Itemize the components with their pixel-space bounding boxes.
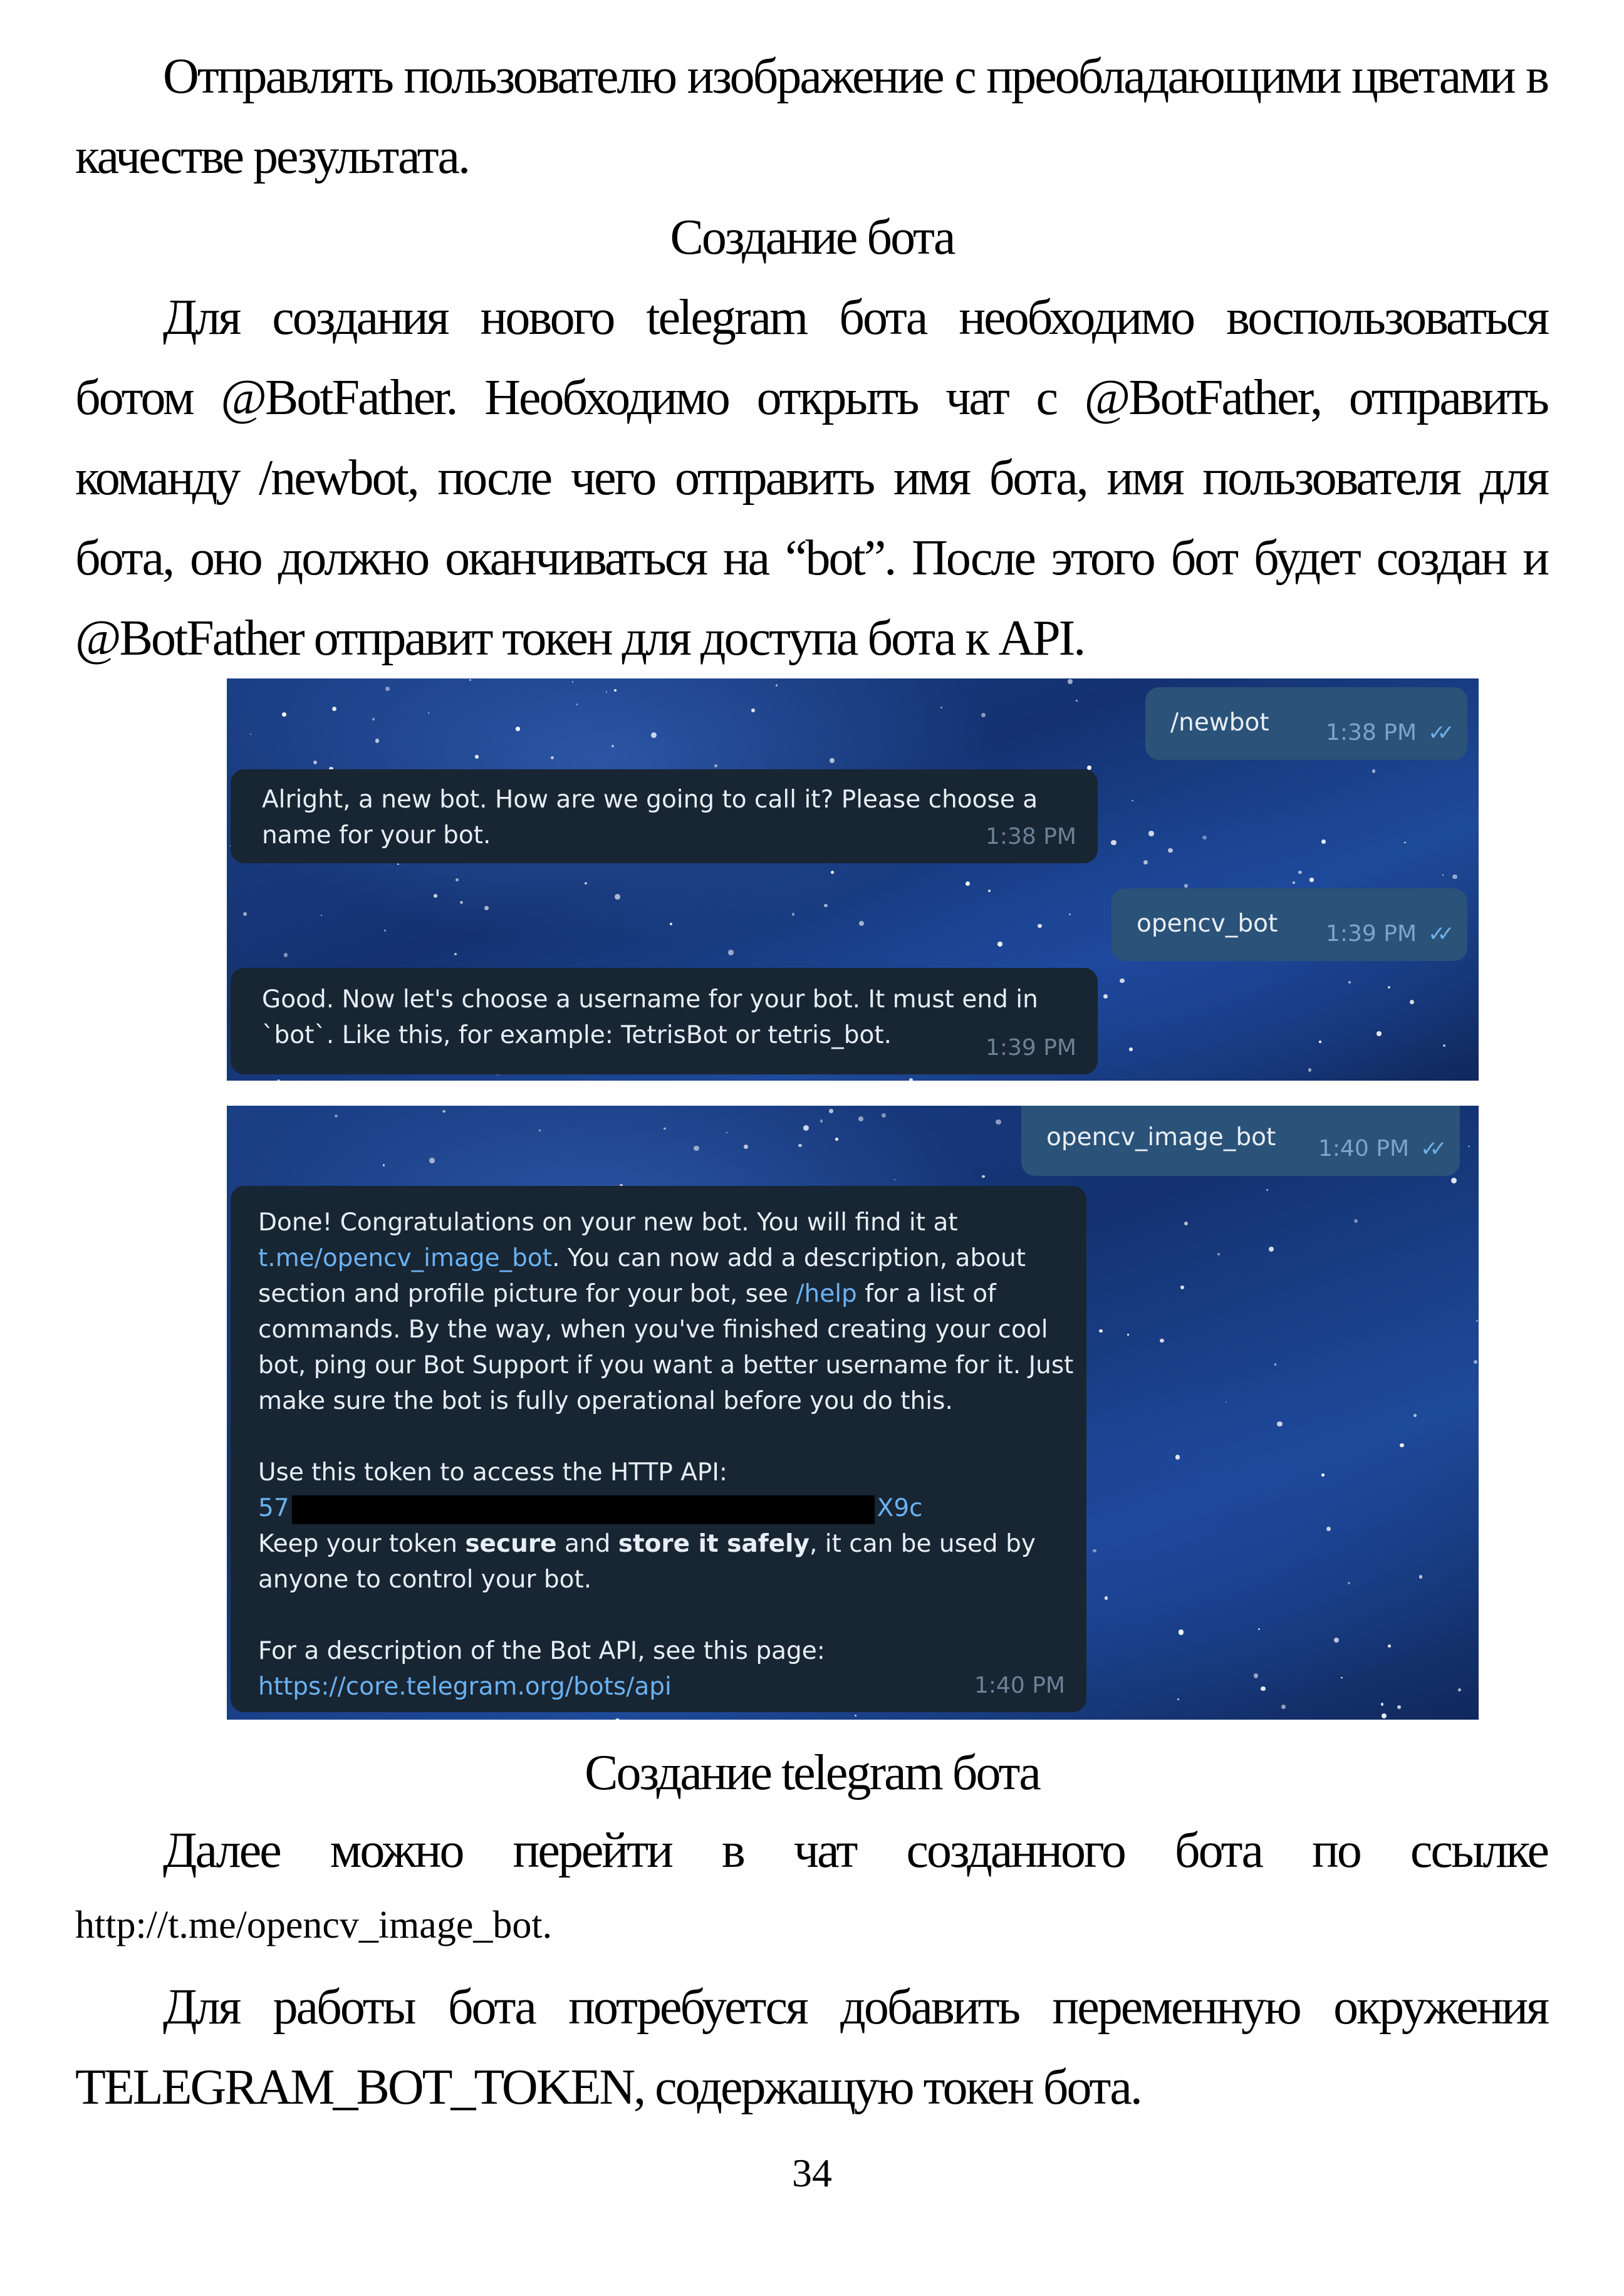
star-dot — [894, 1179, 895, 1180]
star-dot — [335, 1114, 338, 1118]
star-dot — [484, 906, 489, 910]
bot-link[interactable]: t.me/opencv_image_bot — [258, 1244, 553, 1272]
message-line — [258, 1526, 1073, 1562]
star-dot — [776, 684, 778, 687]
star-dot — [1451, 1178, 1457, 1183]
star-dot — [1261, 1686, 1265, 1691]
message-line: anyone to control your bot. — [258, 1566, 592, 1594]
star-dot — [551, 756, 554, 759]
star-dot — [792, 913, 794, 915]
star-dot — [726, 1132, 727, 1133]
text-line: Для работы бота потребуется добавить переменную окружения — [163, 1980, 1548, 2035]
time-text: 1:40 PM — [1318, 1136, 1410, 1161]
star-dot — [375, 739, 379, 742]
text-line: бота, оно должно оканчиваться на “bot”. После этого бот будет создан и — [75, 531, 1548, 586]
text-span: for a list of — [856, 1280, 996, 1308]
star-dot — [428, 712, 429, 714]
star-dot — [940, 707, 942, 709]
text-span: and — [556, 1530, 618, 1558]
star-dot — [1388, 1644, 1391, 1648]
star-dot — [1476, 1320, 1478, 1322]
star-dot — [1404, 842, 1405, 843]
double-check-icon: ✓✓ — [1420, 1136, 1439, 1161]
star-dot — [1254, 1673, 1259, 1678]
star-dot — [1410, 1000, 1415, 1005]
star-dot — [1298, 871, 1301, 874]
star-dot — [1468, 1146, 1470, 1148]
star-dot — [1148, 831, 1154, 836]
star-dot — [1105, 1596, 1108, 1600]
star-dot — [1381, 1703, 1384, 1706]
help-command-link[interactable]: /help — [796, 1280, 857, 1308]
time-text: 1:38 PM — [1325, 720, 1417, 745]
message-line: Use this token to access the HTTP API: — [258, 1458, 728, 1487]
star-dot — [397, 863, 399, 865]
star-dot — [384, 930, 386, 932]
star-dot — [321, 915, 322, 916]
star-dot — [1319, 1041, 1321, 1043]
star-dot — [284, 953, 288, 957]
blank-line — [258, 1597, 1073, 1633]
text-line: качестве результата. — [75, 129, 469, 184]
token-end: X9c — [877, 1494, 923, 1522]
message-line: make sure the bot is fully operational before you do this. — [258, 1387, 953, 1415]
message-line — [258, 1276, 1073, 1312]
incoming-message — [231, 968, 1098, 1074]
double-check-icon: ✓✓ — [1428, 720, 1446, 745]
star-dot — [434, 894, 437, 898]
star-dot — [1281, 1705, 1286, 1709]
star-dot — [997, 942, 1002, 947]
message-text: opencv_bot — [1137, 910, 1278, 938]
star-dot — [1321, 1473, 1325, 1477]
message-time: 1:38 PM — [985, 824, 1076, 849]
message-time — [1326, 715, 1446, 751]
message-text: opencv_image_bot — [1046, 1123, 1276, 1151]
star-dot — [1093, 1549, 1096, 1553]
star-dot — [243, 912, 247, 916]
star-dot — [539, 1130, 541, 1131]
redaction-bar — [292, 1495, 875, 1524]
star-dot — [858, 1116, 863, 1121]
bot-api-link[interactable]: https://core.telegram.org/bots/api — [258, 1673, 672, 1701]
star-dot — [1266, 1189, 1268, 1191]
star-dot — [728, 950, 734, 955]
star-dot — [803, 1125, 809, 1131]
star-dot — [1377, 1031, 1382, 1036]
star-dot — [1127, 1334, 1129, 1336]
star-dot — [882, 1113, 886, 1118]
star-dot — [585, 882, 587, 885]
star-dot — [1388, 986, 1390, 989]
message-time: 1:39 PM — [985, 1035, 1076, 1061]
text-line: Для создания нового telegram бота необходимо воспользоваться — [163, 290, 1548, 345]
message-line: Done! Congratulations on your new bot. You will find it at — [258, 1208, 958, 1237]
star-dot — [1341, 1677, 1342, 1678]
star-dot — [442, 1110, 445, 1113]
paragraph-bot-creation — [75, 278, 1548, 678]
star-dot — [859, 921, 864, 926]
star-dot — [1177, 1698, 1179, 1700]
star-dot — [1143, 860, 1148, 865]
star-dot — [614, 689, 617, 692]
paragraph-env-var — [75, 1967, 1548, 2127]
star-dot — [475, 755, 479, 759]
star-dot — [383, 1164, 385, 1166]
star-dot — [1274, 1363, 1276, 1365]
star-dot — [751, 709, 755, 712]
star-dot — [615, 894, 620, 900]
star-dot — [612, 745, 614, 747]
star-dot — [996, 1119, 1001, 1125]
paragraph-intro — [75, 36, 1548, 197]
star-dot — [1400, 1443, 1404, 1448]
star-dot — [469, 679, 471, 681]
star-dot — [1269, 1247, 1274, 1252]
star-dot — [1419, 1575, 1422, 1578]
incoming-message — [231, 1186, 1086, 1712]
star-dot — [1076, 700, 1078, 702]
star-dot — [282, 712, 287, 717]
star-dot — [981, 713, 986, 717]
star-dot — [1413, 1414, 1417, 1417]
text-line: Далее можно перейти в чат созданного бота по ссылке — [163, 1823, 1548, 1878]
star-dot — [1111, 840, 1116, 846]
text-line: команду /newbot, после чего отправить имя бота, имя пользователя для — [75, 450, 1548, 506]
message-line — [258, 1240, 1073, 1276]
star-dot — [1309, 878, 1314, 882]
star-dot — [831, 871, 834, 874]
double-check-icon: ✓✓ — [1428, 922, 1446, 947]
star-dot — [1099, 1329, 1103, 1333]
star-dot — [1277, 1421, 1282, 1426]
message-line: Alright, a new bot. How are we going to call it? Please choose a — [262, 786, 1038, 814]
star-dot — [1087, 766, 1091, 769]
bold-text: secure — [465, 1530, 557, 1558]
text-line: @BotFather отправит токен для доступа бота к API. — [75, 611, 1085, 666]
star-dot — [1129, 1047, 1133, 1051]
text-span: section and profile picture for your bot, see — [258, 1280, 796, 1308]
star-dot — [313, 761, 317, 764]
star-dot — [855, 1715, 856, 1717]
star-dot — [966, 881, 970, 886]
section-heading: Создание бота — [670, 210, 954, 265]
star-dot — [1168, 848, 1172, 853]
star-dot — [1258, 1628, 1260, 1630]
star-dot — [1372, 769, 1376, 773]
star-dot — [1160, 1339, 1163, 1343]
star-dot — [516, 727, 519, 730]
message-line: bot, ping our Bot Support if you want a better username for it. Just — [258, 1351, 1074, 1379]
message-text — [262, 982, 1038, 1053]
star-dot — [277, 1079, 280, 1081]
star-dot — [1202, 836, 1206, 839]
star-dot — [1452, 875, 1457, 880]
star-dot — [830, 758, 835, 763]
blank-line — [258, 1419, 1073, 1455]
incoming-message — [231, 769, 1098, 863]
star-dot — [988, 890, 991, 892]
star-dot — [1180, 1286, 1184, 1289]
star-dot — [651, 732, 657, 738]
chat-screenshot-2 — [227, 1106, 1479, 1720]
message-line: name for your bot. — [262, 821, 491, 849]
star-dot — [250, 734, 251, 735]
outgoing-message — [1111, 888, 1467, 961]
star-dot — [1348, 981, 1351, 984]
star-dot — [454, 953, 457, 955]
star-dot — [1103, 994, 1108, 999]
star-dot — [1175, 1455, 1180, 1459]
star-dot — [1120, 979, 1124, 983]
star-dot — [1442, 875, 1444, 876]
star-dot — [1068, 679, 1073, 684]
star-dot — [1397, 1705, 1401, 1709]
outgoing-message — [1145, 687, 1467, 760]
star-dot — [1443, 1044, 1445, 1047]
message-time: 1:40 PM — [974, 1673, 1065, 1698]
star-dot — [1293, 881, 1296, 885]
star-dot — [1038, 924, 1042, 928]
token-line — [258, 1490, 1073, 1526]
star-dot — [1334, 1638, 1339, 1643]
star-dot — [835, 1138, 838, 1141]
text-line: Отправлять пользователю изображение с преобладающими цветами в — [163, 49, 1548, 104]
star-dot — [1184, 1222, 1188, 1225]
message-line: Good. Now let's choose a username for your bot. It must end in — [262, 985, 1038, 1014]
text-span: . You can now add a description, about — [552, 1244, 1026, 1272]
star-dot — [576, 704, 578, 705]
star-dot — [820, 1119, 823, 1122]
token-start: 57 — [258, 1494, 289, 1522]
star-dot — [1354, 1219, 1358, 1223]
star-dot — [1132, 800, 1133, 802]
message-text: /newbot — [1170, 709, 1269, 737]
star-dot — [1069, 913, 1071, 915]
star-dot — [1321, 839, 1326, 844]
star-dot — [385, 687, 389, 690]
paragraph-link — [75, 1810, 1548, 1960]
star-dot — [1382, 1713, 1387, 1718]
star-dot — [714, 764, 717, 767]
star-dot — [572, 681, 574, 683]
outgoing-message — [1021, 1106, 1460, 1176]
star-dot — [670, 923, 672, 925]
bold-text: store it safely — [618, 1530, 809, 1558]
star-dot — [460, 901, 463, 904]
message-text — [262, 782, 1038, 853]
star-dot — [1458, 1688, 1461, 1691]
chat-screenshot-1 — [227, 678, 1479, 1081]
message-line: `bot`. Like this, for example: TetrisBot or tetris_bot. — [262, 1021, 892, 1049]
bot-url-text: http://t.me/opencv_image_bot. — [75, 1904, 553, 1946]
star-dot — [1179, 1629, 1184, 1634]
star-dot — [694, 1146, 699, 1151]
text-span: Keep your token — [258, 1530, 466, 1558]
star-dot — [1184, 884, 1188, 888]
star-dot — [1326, 1527, 1331, 1531]
page-number: 34 — [792, 2151, 832, 2195]
star-dot — [1217, 1253, 1220, 1255]
figure-caption: Создание telegram бота — [585, 1745, 1039, 1800]
star-dot — [1308, 1068, 1312, 1072]
star-dot — [332, 707, 336, 711]
message-time — [1326, 916, 1446, 952]
text-line: TELEGRAM_BOT_TOKEN, содержащую токен бота. — [75, 2060, 1141, 2115]
text-span: , it can be used by — [809, 1530, 1036, 1558]
message-line: For a description of the Bot API, see this page: — [258, 1637, 825, 1665]
star-dot — [1226, 1401, 1227, 1403]
text-line: ботом @BotFather. Необходимо открыть чат с @BotFather, отправить — [75, 370, 1548, 425]
message-line: commands. By the way, when you've finished creating your cool — [258, 1316, 1048, 1344]
star-dot — [429, 1158, 434, 1163]
star-dot — [372, 718, 374, 720]
star-dot — [982, 1175, 984, 1178]
time-text: 1:39 PM — [1325, 921, 1417, 947]
star-dot — [744, 1145, 748, 1149]
star-dot — [1474, 1360, 1477, 1364]
star-dot — [909, 1078, 913, 1081]
star-dot — [798, 1144, 801, 1147]
star-dot — [664, 1128, 666, 1130]
star-dot — [824, 904, 827, 907]
star-dot — [829, 1109, 833, 1113]
message-text — [258, 1205, 1073, 1705]
message-time — [1318, 1131, 1439, 1167]
star-dot — [455, 878, 459, 881]
star-dot — [606, 691, 607, 692]
star-dot — [615, 1718, 620, 1720]
star-dot — [1348, 1582, 1351, 1585]
